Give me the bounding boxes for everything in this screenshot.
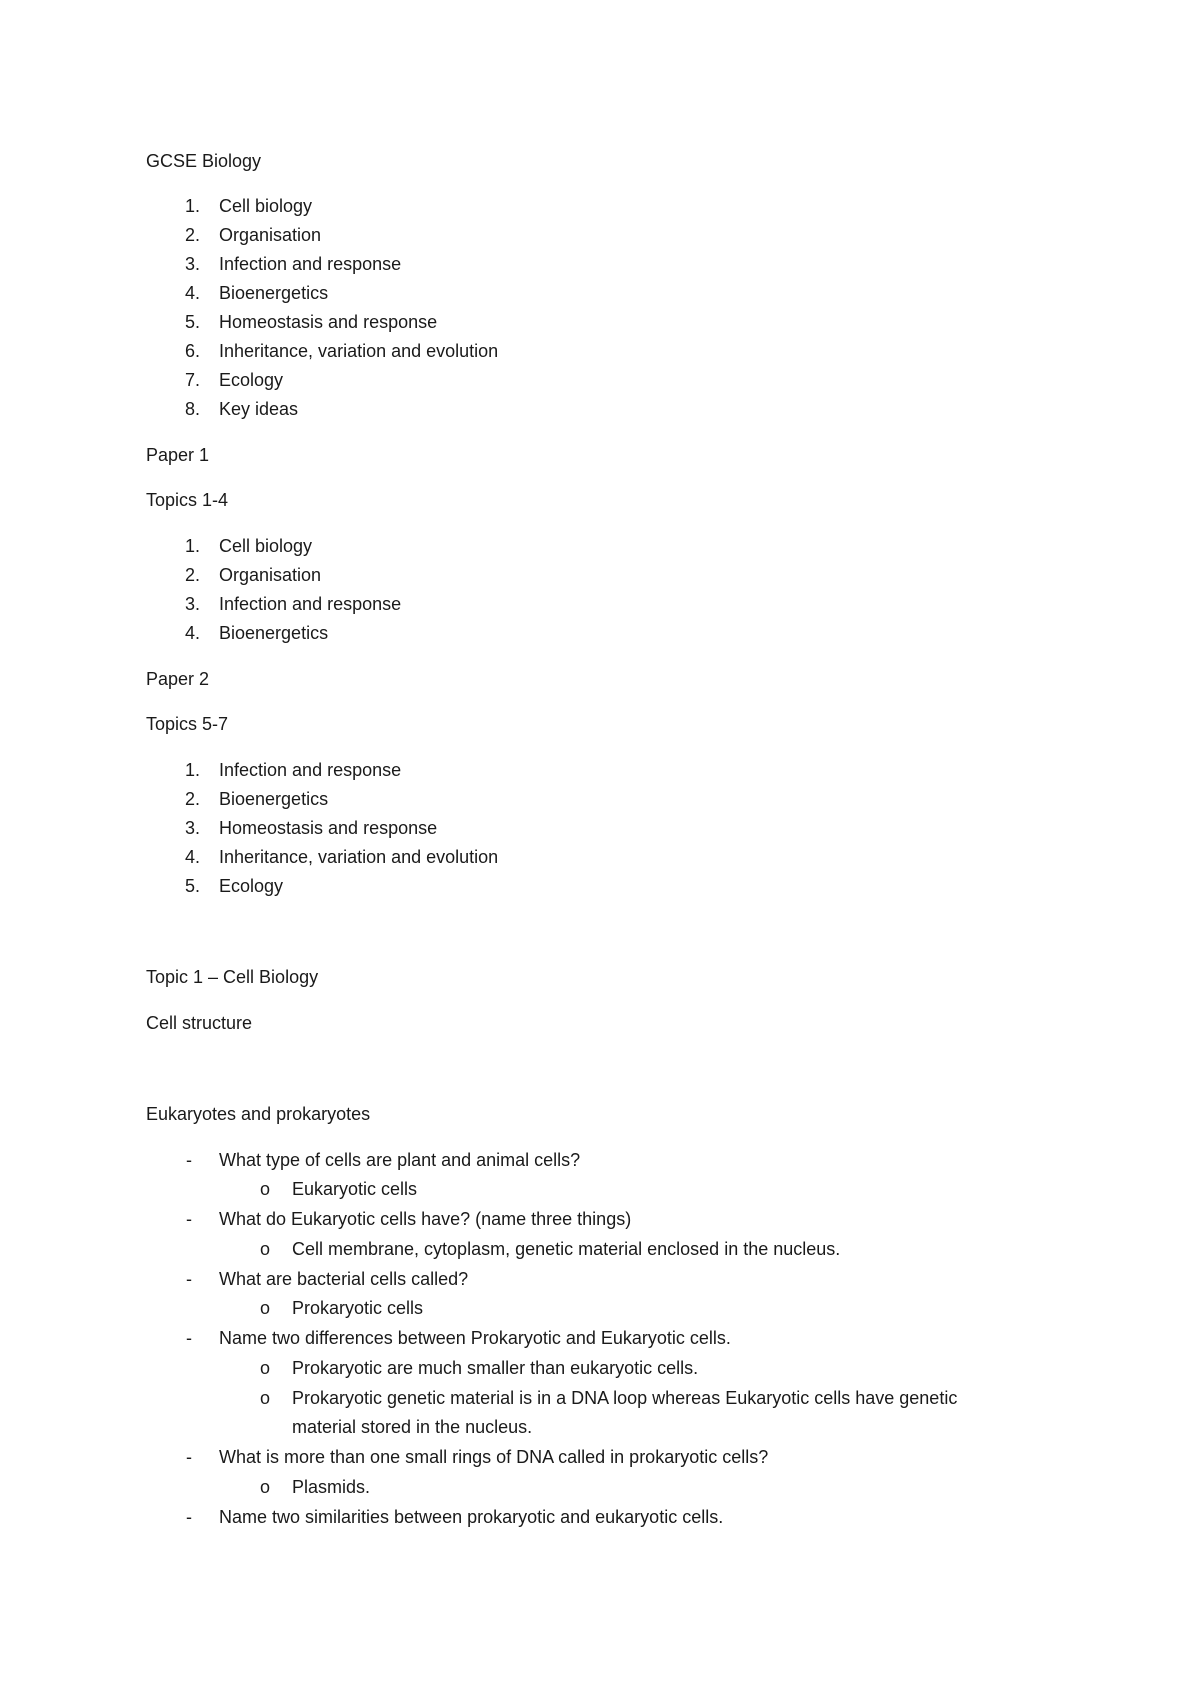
list-item: Bioenergetics	[219, 789, 329, 809]
list-item: Key ideas	[219, 399, 299, 419]
list-item: Ecology	[219, 370, 284, 390]
answer: Prokaryotic are much smaller than eukaryotic cells.	[292, 1358, 699, 1378]
list-number: 3.	[184, 254, 200, 274]
list-item: Bioenergetics	[219, 283, 329, 303]
bullet-marker: o	[260, 1358, 271, 1378]
list-item: Infection and response	[219, 760, 402, 780]
topic1-section: Eukaryotes and prokaryotes	[146, 1104, 371, 1124]
dash-marker: -	[186, 1328, 192, 1348]
list-item: Ecology	[219, 876, 284, 896]
list-number: 1.	[184, 196, 200, 216]
list-item: Homeostasis and response	[219, 312, 438, 332]
list-number: 1.	[184, 536, 200, 556]
list-number: 8.	[184, 399, 200, 419]
question: What is more than one small rings of DNA called in prokaryotic cells?	[219, 1447, 769, 1467]
answer: Plasmids.	[292, 1477, 371, 1497]
list-number: 5.	[184, 876, 200, 896]
list-item: Homeostasis and response	[219, 818, 438, 838]
topic1-subheading: Cell structure	[146, 1013, 253, 1033]
list-number: 5.	[184, 312, 200, 332]
list-number: 1.	[184, 760, 200, 780]
question: What do Eukaryotic cells have? (name three things)	[219, 1209, 632, 1229]
bullet-marker: o	[260, 1298, 271, 1318]
list-number: 2.	[184, 565, 200, 585]
question: Name two differences between Prokaryotic and Eukaryotic cells.	[219, 1328, 731, 1348]
list-number: 2.	[184, 225, 200, 245]
paper1-topics-label: Topics 1-4	[146, 490, 229, 510]
bullet-marker: o	[260, 1179, 271, 1199]
question: What type of cells are plant and animal cells?	[219, 1150, 581, 1170]
answer-continuation: material stored in the nucleus.	[292, 1417, 533, 1437]
answer: Cell membrane, cytoplasm, genetic material enclosed in the nucleus.	[292, 1239, 841, 1259]
list-number: 6.	[184, 341, 200, 361]
answer: Prokaryotic cells	[292, 1298, 424, 1318]
list-item: Bioenergetics	[219, 623, 329, 643]
list-number: 4.	[184, 283, 200, 303]
list-item: Inheritance, variation and evolution	[219, 847, 499, 867]
document-title: GCSE Biology	[146, 151, 262, 171]
list-item: Organisation	[219, 565, 322, 585]
list-number: 4.	[184, 623, 200, 643]
dash-marker: -	[186, 1447, 192, 1467]
paper2-label: Paper 2	[146, 669, 210, 689]
answer: Eukaryotic cells	[292, 1179, 418, 1199]
list-number: 2.	[184, 789, 200, 809]
topic1-heading: Topic 1 – Cell Biology	[146, 967, 319, 987]
dash-marker: -	[186, 1209, 192, 1229]
list-item: Infection and response	[219, 594, 402, 614]
list-item: Infection and response	[219, 254, 402, 274]
paper2-topics-label: Topics 5-7	[146, 714, 229, 734]
bullet-marker: o	[260, 1388, 271, 1408]
bullet-marker: o	[260, 1477, 271, 1497]
list-item: Organisation	[219, 225, 322, 245]
question: What are bacterial cells called?	[219, 1269, 469, 1289]
paper1-label: Paper 1	[146, 445, 210, 465]
list-item: Cell biology	[219, 536, 313, 556]
dash-marker: -	[186, 1507, 192, 1527]
list-number: 3.	[184, 818, 200, 838]
list-number: 4.	[184, 847, 200, 867]
answer: Prokaryotic genetic material is in a DNA loop whereas Eukaryotic cells have genetic	[292, 1388, 958, 1408]
list-item: Inheritance, variation and evolution	[219, 341, 499, 361]
bullet-marker: o	[260, 1239, 271, 1259]
dash-marker: -	[186, 1150, 192, 1170]
list-number: 3.	[184, 594, 200, 614]
question: Name two similarities between prokaryotic and eukaryotic cells.	[219, 1507, 724, 1527]
list-item: Cell biology	[219, 196, 313, 216]
list-number: 7.	[184, 370, 200, 390]
dash-marker: -	[186, 1269, 192, 1289]
